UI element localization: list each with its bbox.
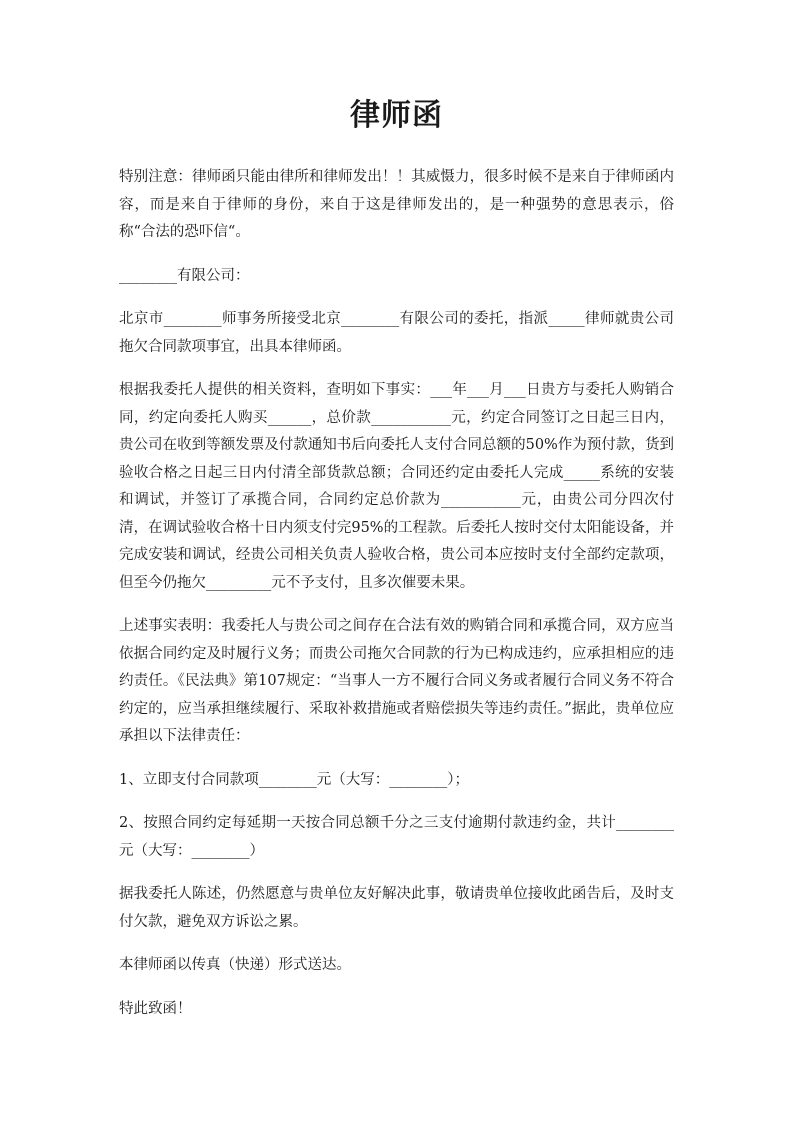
facts-paragraph: 根据我委托人提供的相关资料，查明如下事实：___年___月___日贵方与委托人购销合同，约定向委托人购买______，总价款___________元，约定合同签订之日起三日内，贵公司在收到等额发票及付款通知书后向委托人支付合同总额的50%作为预付款，货到验收合格之日起三日内付清全部货款总额；合同还约定由委托人完成_____系统的安装和调试，并签订了承揽合同，合同约定总价款为___________元，由贵公司分四次付清，在调试验收合格十日内须支付完95%的工程款。后委托人按时交付太阳能设备，并完成安装和调试，经贵公司相关负责人验收合格，贵公司本应按时支付全部约定款项，但至今仍拖欠_________元不予支付，且多次催要未果。 bbox=[119, 382, 674, 591]
document-body bbox=[119, 164, 674, 1039]
special-notice-paragraph: 特别注意：律师函只能由律所和律师发出！！其威慑力，很多时候不是来自于律师函内容，而是来自于律师的身份，来自于这是律师发出的，是一种强势的意思表示，俗称“合法的恐吓信“。 bbox=[119, 169, 674, 240]
settlement-paragraph: 据我委托人陈述，仍然愿意与贵单位友好解决此事，敬请贵单位接收此函告后，及时支付欠款，避免双方诉讼之累。 bbox=[119, 886, 674, 930]
addressee-line: ________有限公司： bbox=[119, 267, 250, 284]
engagement-paragraph: 北京市________师事务所接受北京________有限公司的委托，指派_____律师就贵公司拖欠合同款项事宜，出具本律师函。 bbox=[119, 311, 674, 355]
liability-item-2: 2、按照合同约定每延期一天按合同总额千分之三支付逾期付款违约金，共计________元（大写：________） bbox=[119, 815, 674, 859]
delivery-method-line: 本律师函以传真（快递）形式送达。 bbox=[119, 957, 351, 973]
legal-analysis-paragraph: 上述事实表明：我委托人与贵公司之间存在合法有效的购销合同和承揽合同，双方应当依据合同约定及时履行义务；而贵公司拖欠合同款的行为已构成违约，应承担相应的违约责任。《民法典》第107规定：“当事人一方不履行合同义务或者履行合同义务不符合约定的，应当承担继续履行、采取补救措施或者赔偿损失等违约责任。”据此，贵单位应承担以下法律责任： bbox=[119, 618, 674, 744]
document-title: 律师函 bbox=[350, 98, 443, 133]
liability-item-1: 1、立即支付合同款项________元（大写：________）； bbox=[119, 771, 469, 788]
closing-line: 特此致函！ bbox=[119, 1000, 192, 1017]
